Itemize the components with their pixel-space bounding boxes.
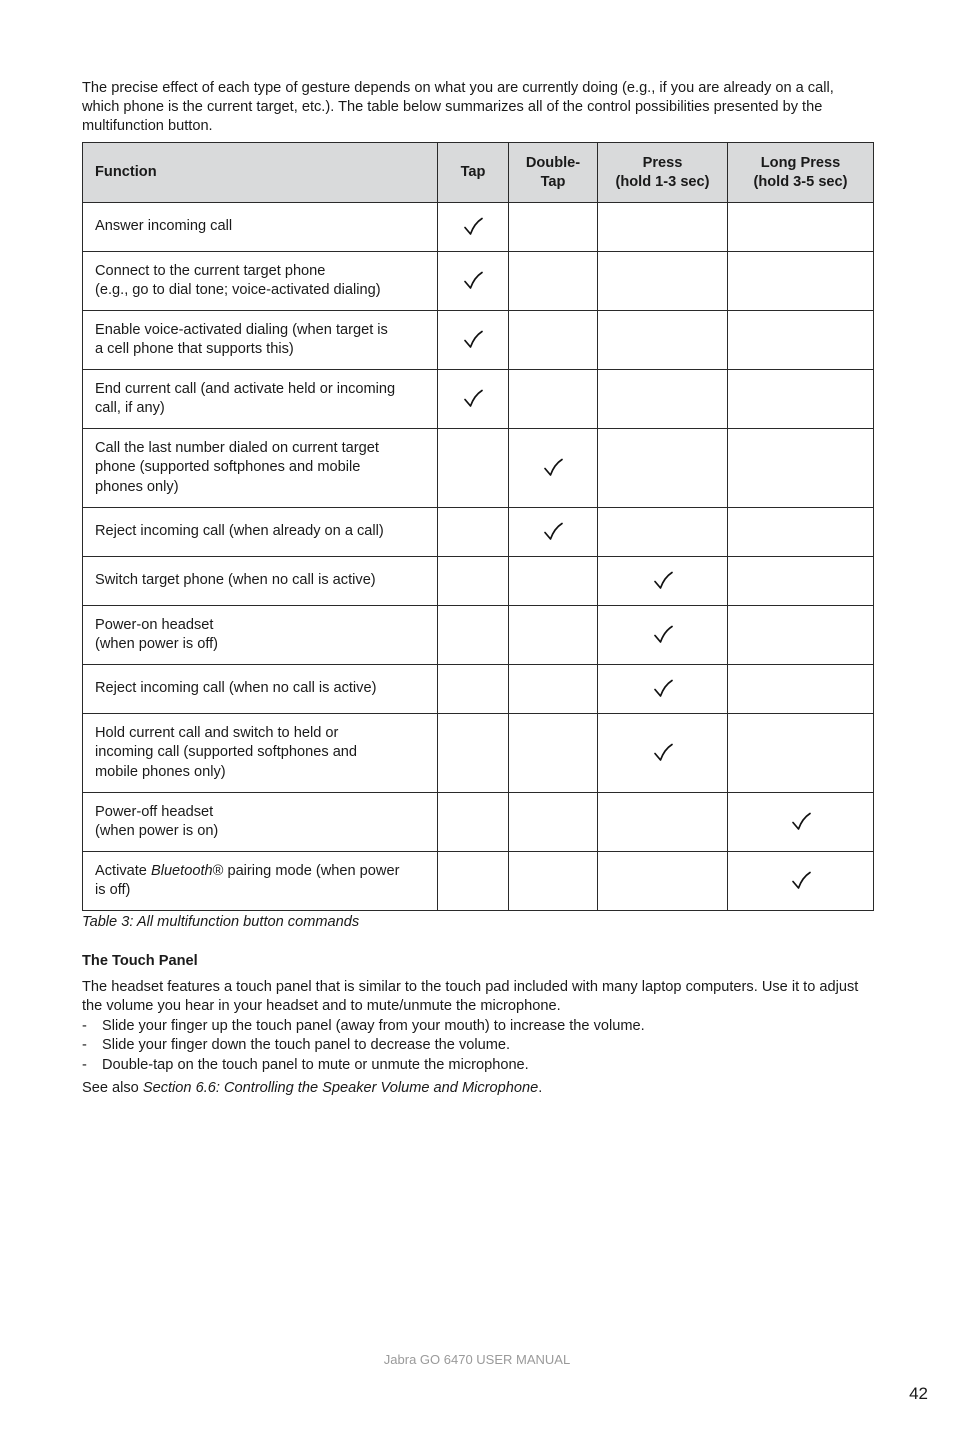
function-cell <box>83 370 438 429</box>
double-tap-cell <box>509 370 598 429</box>
touch-panel-list <box>82 1017 872 1075</box>
section-reference-link: Section 6.6: Controlling the Speaker Volume and Microphone <box>142 1080 539 1096</box>
header-function: Function <box>83 143 438 203</box>
double-tap-cell <box>509 606 598 665</box>
function-text-line1: Power-on headset <box>95 616 214 633</box>
long-press-cell <box>728 665 874 714</box>
long-press-cell <box>728 714 874 793</box>
header-double-tap <box>509 143 598 203</box>
press-cell <box>598 665 728 714</box>
double-tap-cell <box>509 508 598 557</box>
touch-panel-paragraph: The headset features a touch panel that is similar to the touch pad included with many laptop computers. Use it to adjust the volume you hear in your headset and to mute/unmute the microphone. <box>82 979 859 1015</box>
press-cell <box>598 370 728 429</box>
tap-cell <box>438 793 509 852</box>
long-press-cell <box>728 429 874 508</box>
list-item <box>82 1017 872 1036</box>
function-text-line3: mobile phones only) <box>95 763 226 780</box>
function-text-line2: (when power is on) <box>95 823 219 839</box>
function-cell <box>83 606 438 665</box>
table-row <box>83 429 874 508</box>
bullet-dash: - <box>82 1037 87 1054</box>
long-press-cell <box>728 852 874 911</box>
footer-manual-title: Jabra GO 6470 USER MANUAL <box>383 1352 571 1367</box>
tap-cell <box>438 508 509 557</box>
long-press-cell <box>728 557 874 606</box>
table-row <box>83 370 874 429</box>
tap-cell <box>438 606 509 665</box>
bullet-dash: - <box>82 1056 87 1073</box>
double-tap-cell <box>509 429 598 508</box>
table-row <box>83 203 874 252</box>
tap-cell <box>438 557 509 606</box>
checkmark-icon <box>462 329 484 351</box>
function-cell <box>83 508 438 557</box>
function-cell <box>83 852 438 911</box>
function-cell <box>83 252 438 311</box>
tap-cell <box>438 665 509 714</box>
checkmark-icon <box>652 624 674 646</box>
list-item <box>82 1056 872 1075</box>
checkmark-icon <box>542 457 564 479</box>
function-text-post: ® pairing mode (when power <box>212 862 400 879</box>
function-text: Switch target phone (when no call is active) <box>95 572 376 589</box>
double-tap-cell <box>509 852 598 911</box>
header-double-tap-line1: Double- <box>525 154 581 171</box>
multifunction-commands-table <box>82 142 874 911</box>
function-text-line1: Connect to the current target phone <box>95 262 326 279</box>
function-text-line3: phones only) <box>95 478 179 495</box>
press-cell <box>598 793 728 852</box>
long-press-cell <box>728 370 874 429</box>
header-press-line2: (hold 1-3 sec) <box>615 173 710 190</box>
tap-cell <box>438 203 509 252</box>
long-press-cell <box>728 793 874 852</box>
header-tap: Tap <box>438 143 509 203</box>
checkmark-icon <box>652 570 674 592</box>
press-cell <box>598 252 728 311</box>
table-row <box>83 606 874 665</box>
page-number: 42 <box>909 1384 928 1403</box>
header-long-press-line1: Long Press <box>760 154 841 171</box>
list-item-text: Slide your finger up the touch panel (away from your mouth) to increase the volume. <box>102 1018 645 1034</box>
table-caption: Table 3: All multifunction button commands <box>82 914 360 930</box>
checkmark-icon <box>652 678 674 700</box>
checkmark-icon <box>462 270 484 292</box>
press-cell <box>598 508 728 557</box>
table-row <box>83 665 874 714</box>
tap-cell <box>438 852 509 911</box>
function-text-line2: incoming call (supported softphones and <box>95 744 358 761</box>
checkmark-icon <box>790 811 812 833</box>
double-tap-cell <box>509 793 598 852</box>
long-press-cell <box>728 606 874 665</box>
table-row <box>83 557 874 606</box>
function-cell <box>83 793 438 852</box>
function-cell <box>83 665 438 714</box>
header-press-line1: Press <box>642 154 683 171</box>
function-text: Reject incoming call (when already on a call) <box>95 523 384 540</box>
function-cell <box>83 429 438 508</box>
see-also-suffix: . <box>538 1080 543 1096</box>
press-cell <box>598 852 728 911</box>
checkmark-icon <box>542 521 564 543</box>
double-tap-cell <box>509 311 598 370</box>
press-cell <box>598 606 728 665</box>
tap-cell <box>438 429 509 508</box>
checkmark-icon <box>652 742 674 764</box>
table-row <box>83 714 874 793</box>
table-row <box>83 793 874 852</box>
long-press-cell <box>728 311 874 370</box>
header-press <box>598 143 728 203</box>
list-item <box>82 1036 872 1055</box>
checkmark-icon <box>462 388 484 410</box>
function-text-line2: (e.g., go to dial tone; voice-activated dialing) <box>95 282 381 298</box>
function-text-pre: Activate <box>95 862 151 879</box>
list-item-text: Slide your finger down the touch panel to decrease the volume. <box>102 1037 511 1054</box>
function-text-line2: call, if any) <box>95 400 165 416</box>
function-text: Answer incoming call <box>95 218 233 235</box>
function-text-line2: is off) <box>95 882 131 898</box>
list-item-text: Double-tap on the touch panel to mute or unmute the microphone. <box>102 1056 529 1073</box>
double-tap-cell <box>509 714 598 793</box>
double-tap-cell <box>509 557 598 606</box>
press-cell <box>598 557 728 606</box>
function-cell <box>83 311 438 370</box>
press-cell <box>598 714 728 793</box>
function-text-line2: (when power is off) <box>95 636 219 652</box>
press-cell <box>598 311 728 370</box>
table-header-row <box>83 143 874 203</box>
tap-cell <box>438 311 509 370</box>
header-long-press-line2: (hold 3-5 sec) <box>753 173 848 190</box>
table-row <box>83 852 874 911</box>
table-row <box>83 508 874 557</box>
press-cell <box>598 429 728 508</box>
press-cell <box>598 203 728 252</box>
tap-cell <box>438 714 509 793</box>
long-press-cell <box>728 508 874 557</box>
function-text-line1: Call the last number dialed on current target <box>95 439 379 456</box>
function-text-line2: phone (supported softphones and mobile <box>95 459 361 476</box>
function-cell <box>83 203 438 252</box>
table-row <box>83 311 874 370</box>
header-double-tap-line2: Tap <box>540 173 566 190</box>
function-text-line1: Hold current call and switch to held or <box>95 724 339 741</box>
checkmark-icon <box>790 870 812 892</box>
checkmark-icon <box>462 216 484 238</box>
bullet-dash: - <box>82 1018 87 1034</box>
section-heading: The Touch Panel <box>82 953 198 969</box>
double-tap-cell <box>509 252 598 311</box>
function-cell <box>83 557 438 606</box>
function-text: Reject incoming call (when no call is active) <box>95 680 377 697</box>
double-tap-cell <box>509 203 598 252</box>
tap-cell <box>438 370 509 429</box>
function-text-line2: a cell phone that supports this) <box>95 341 294 357</box>
header-long-press <box>728 143 874 203</box>
function-cell <box>83 714 438 793</box>
function-text-line1: End current call (and activate held or incoming <box>95 380 396 397</box>
table-row <box>83 252 874 311</box>
long-press-cell <box>728 203 874 252</box>
bluetooth-brand-text: Bluetooth <box>150 862 213 879</box>
function-text-line1: Power-off headset <box>95 803 214 820</box>
double-tap-cell <box>509 665 598 714</box>
tap-cell <box>438 252 509 311</box>
intro-paragraph: The precise effect of each type of gesture depends on what you are currently doing (e.g., if you are already on a call, which phone is the current target, etc.). The table below summarizes all of the control possibilities presented by the multifunction button. <box>82 80 834 135</box>
long-press-cell <box>728 252 874 311</box>
function-text-line1: Enable voice-activated dialing (when target is <box>95 321 388 338</box>
see-also-prefix: See also <box>82 1080 143 1096</box>
see-also-text <box>82 1080 542 1096</box>
